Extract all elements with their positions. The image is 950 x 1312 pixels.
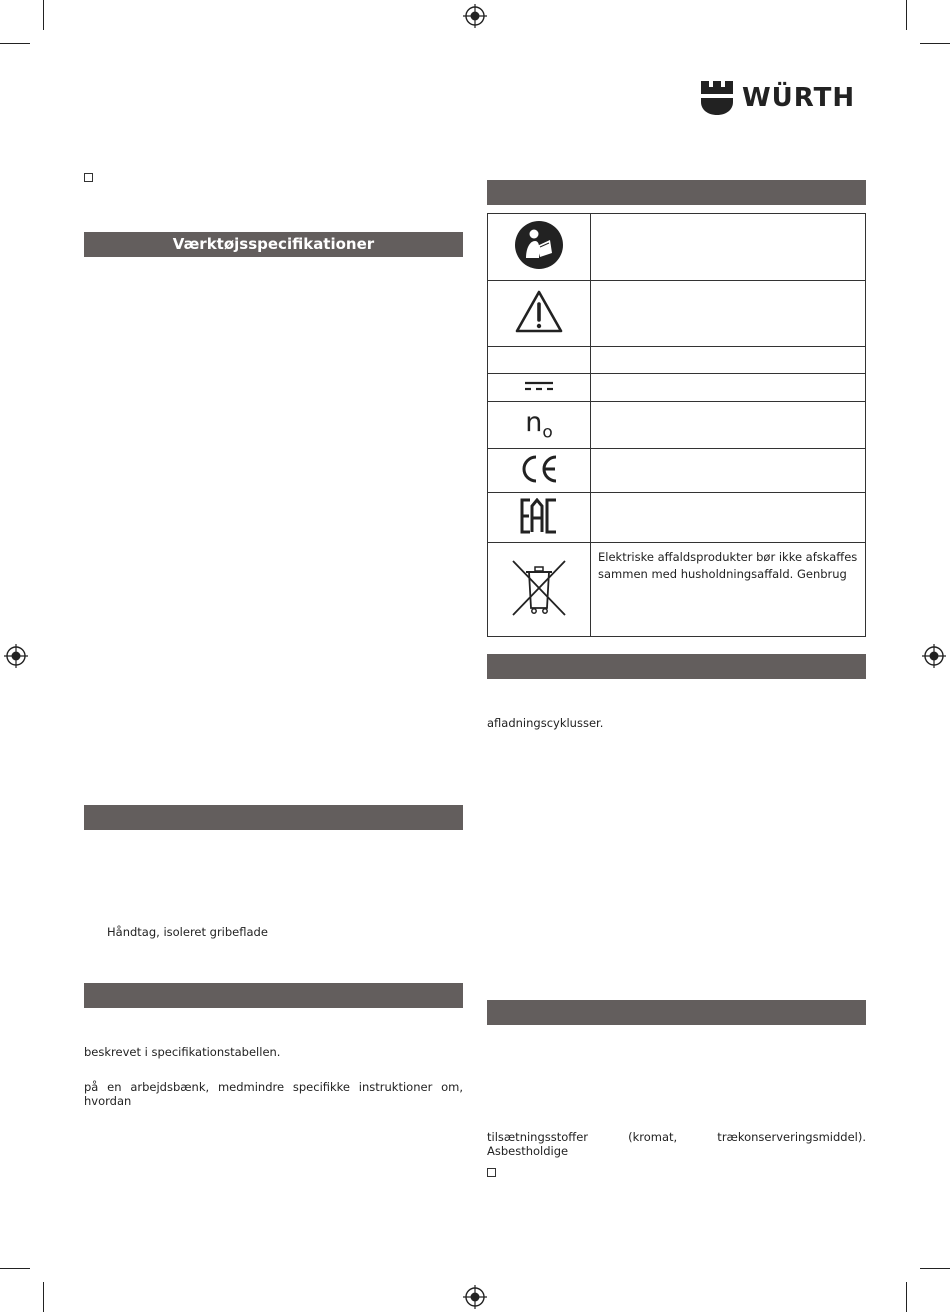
symbol-description [591,347,866,374]
ce-mark-icon [519,454,559,484]
registration-mark-icon [922,644,946,668]
section-header-bar [487,654,866,679]
section-header-specifications [84,232,463,257]
no-load-symbol: n [525,407,543,439]
symbol-description [591,281,866,347]
table-row [488,374,866,402]
symbol-cell [488,402,591,449]
brand-name: WÜRTH [742,83,856,113]
section-title: Værktøjsspecifikationer [172,235,375,253]
section-header-bar [84,805,463,830]
crop-mark [906,0,907,30]
symbol-cell [488,281,591,347]
no-load-speed-icon [525,407,553,443]
additives-text: tilsætningsstoffer (kromat, trækonserveringsmiddel). Asbestholdige [487,1130,866,1158]
registration-mark-icon [4,644,28,668]
symbol-description [591,493,866,543]
brand-logo [700,80,855,116]
wurth-emblem-icon [700,80,734,116]
section-header-bar [487,180,866,205]
table-row [488,543,866,637]
registration-mark-icon [463,4,487,28]
symbol-cell [488,214,591,281]
weee-crossed-bin-icon [510,558,568,618]
registration-mark-icon [463,1285,487,1309]
section-header-bar [487,1000,866,1025]
no-load-subscript: o [542,422,553,443]
crop-mark [0,43,30,44]
symbol-cell [488,449,591,493]
spec-reference-text: beskrevet i specifikationstabellen. [84,1045,281,1059]
symbol-cell [488,347,591,374]
handle-text: Håndtag, isoleret gribeflade [107,925,268,939]
direct-current-icon [524,379,554,393]
table-row [488,449,866,493]
symbol-description [591,402,866,449]
crop-mark [920,43,950,44]
checkbox-square [84,173,93,182]
table-row [488,347,866,374]
cycles-text: afladningscyklusser. [487,716,604,730]
crop-mark [43,1282,44,1312]
symbol-cell [488,543,591,637]
checkbox-square [487,1168,496,1177]
crop-mark [920,1268,950,1269]
symbol-description [591,449,866,493]
warning-triangle-icon [514,289,564,335]
read-manual-icon [514,220,564,270]
crop-mark [906,1282,907,1312]
table-row [488,214,866,281]
symbol-cell [488,374,591,402]
crop-mark [43,0,44,30]
table-row [488,281,866,347]
section-header-bar [84,983,463,1008]
eac-mark-icon [520,498,558,534]
symbol-description [591,374,866,402]
workbench-text: på en arbejdsbænk, medmindre specifikke instruktioner om, hvordan [84,1080,463,1108]
symbols-table [487,213,866,637]
table-row [488,402,866,449]
crop-mark [0,1268,30,1269]
symbol-cell [488,493,591,543]
symbol-description [591,214,866,281]
symbol-description: Elektriske affaldsprodukter bør ikke afskaffes sammen med husholdningsaffald. Genbrug [591,543,866,637]
table-row [488,493,866,543]
